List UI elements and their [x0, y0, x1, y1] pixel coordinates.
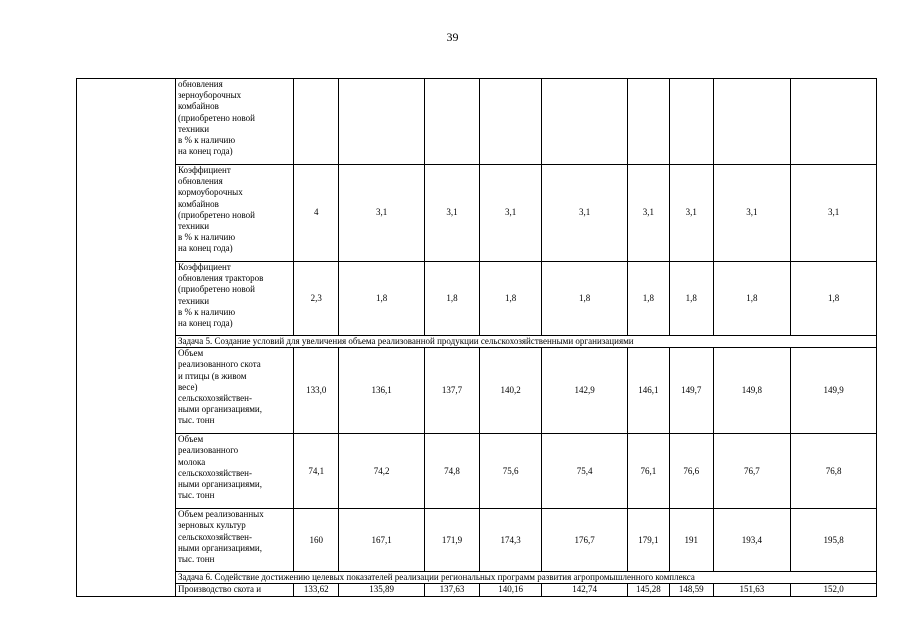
value-cell: 1,8: [791, 262, 877, 336]
value-cell: 152,0: [791, 584, 877, 596]
value-cell: 1,8: [339, 262, 425, 336]
value-cell: 171,9: [424, 509, 479, 572]
value-cell: 74,2: [339, 434, 425, 509]
value-cell: 191: [669, 509, 713, 572]
value-cell: 3,1: [627, 165, 669, 262]
value-cell: 145,28: [627, 584, 669, 596]
indicator-label: Объем реализованного молока сельскохозяйствен- ными организациями, тыс. тонн: [175, 434, 293, 509]
value-cell: 76,8: [791, 434, 877, 509]
indicator-label: Объем реализованных зерновых культур сельскохозяйствен- ными организациями, тыс. тонн: [175, 509, 293, 572]
value-cell: 3,1: [669, 165, 713, 262]
value-cell: 1,8: [424, 262, 479, 336]
value-cell: [424, 79, 479, 165]
value-cell: 3,1: [713, 165, 791, 262]
value-cell: 167,1: [339, 509, 425, 572]
value-cell: 3,1: [339, 165, 425, 262]
value-cell: 3,1: [542, 165, 628, 262]
task-heading: Задача 5. Создание условий для увеличения объема реализованной продукции сельскохозяйственными организациями: [175, 336, 876, 348]
table-row: [77, 165, 877, 262]
table-row: [77, 79, 877, 165]
value-cell: 75,6: [480, 434, 542, 509]
value-cell: 151,63: [713, 584, 791, 596]
indicator-label: обновления зерноуборочных комбайнов (приобретено новой техники в % к наличию на конец года): [175, 79, 293, 165]
value-cell: 4: [294, 165, 339, 262]
value-cell: [542, 79, 628, 165]
value-cell: 1,8: [669, 262, 713, 336]
blank-left-column: [77, 79, 176, 597]
page-number: 39: [446, 30, 459, 44]
value-cell: 76,1: [627, 434, 669, 509]
indicators-table: [76, 78, 877, 597]
value-cell: [339, 79, 425, 165]
value-cell: 75,4: [542, 434, 628, 509]
value-cell: 140,2: [480, 348, 542, 434]
value-cell: 3,1: [424, 165, 479, 262]
indicator-label: Объем реализованного скота и птицы (в живом весе) сельскохозяйствен- ными организациями, тыс. тонн: [175, 348, 293, 434]
value-cell: 76,7: [713, 434, 791, 509]
value-cell: 149,9: [791, 348, 877, 434]
value-cell: 1,8: [542, 262, 628, 336]
value-cell: 1,8: [627, 262, 669, 336]
value-cell: [713, 79, 791, 165]
value-cell: 140,16: [480, 584, 542, 596]
indicator-label: Коэффициент обновления тракторов (приобретено новой техники в % к наличию на конец года): [175, 262, 293, 336]
task-row: [77, 572, 877, 584]
value-cell: 176,7: [542, 509, 628, 572]
value-cell: 3,1: [791, 165, 877, 262]
value-cell: 148,59: [669, 584, 713, 596]
table-row: [77, 584, 877, 596]
table-row: [77, 348, 877, 434]
value-cell: 174,3: [480, 509, 542, 572]
value-cell: 195,8: [791, 509, 877, 572]
value-cell: 142,74: [542, 584, 628, 596]
value-cell: 76,6: [669, 434, 713, 509]
table-row: [77, 262, 877, 336]
indicator-label: Коэффициент обновления кормоуборочных комбайнов (приобретено новой техники в % к наличию на конец года): [175, 165, 293, 262]
value-cell: 74,1: [294, 434, 339, 509]
value-cell: 2,3: [294, 262, 339, 336]
value-cell: 137,7: [424, 348, 479, 434]
value-cell: 1,8: [713, 262, 791, 336]
value-cell: 149,8: [713, 348, 791, 434]
value-cell: 179,1: [627, 509, 669, 572]
value-cell: 133,62: [294, 584, 339, 596]
value-cell: 142,9: [542, 348, 628, 434]
value-cell: 1,8: [480, 262, 542, 336]
table-row: [77, 434, 877, 509]
table-row: [77, 509, 877, 572]
value-cell: [627, 79, 669, 165]
value-cell: 193,4: [713, 509, 791, 572]
value-cell: [294, 79, 339, 165]
value-cell: 146,1: [627, 348, 669, 434]
value-cell: 160: [294, 509, 339, 572]
task-row: [77, 336, 877, 348]
value-cell: [669, 79, 713, 165]
value-cell: 133,0: [294, 348, 339, 434]
indicator-label: Производство скота и: [175, 584, 293, 596]
value-cell: [480, 79, 542, 165]
value-cell: 135,89: [339, 584, 425, 596]
task-heading: Задача 6. Содействие достижению целевых показателей реализации региональных программ развития агропромышленного комплекса: [175, 572, 876, 584]
value-cell: 149,7: [669, 348, 713, 434]
value-cell: 3,1: [480, 165, 542, 262]
value-cell: 137,63: [424, 584, 479, 596]
value-cell: 136,1: [339, 348, 425, 434]
value-cell: [791, 79, 877, 165]
value-cell: 74,8: [424, 434, 479, 509]
